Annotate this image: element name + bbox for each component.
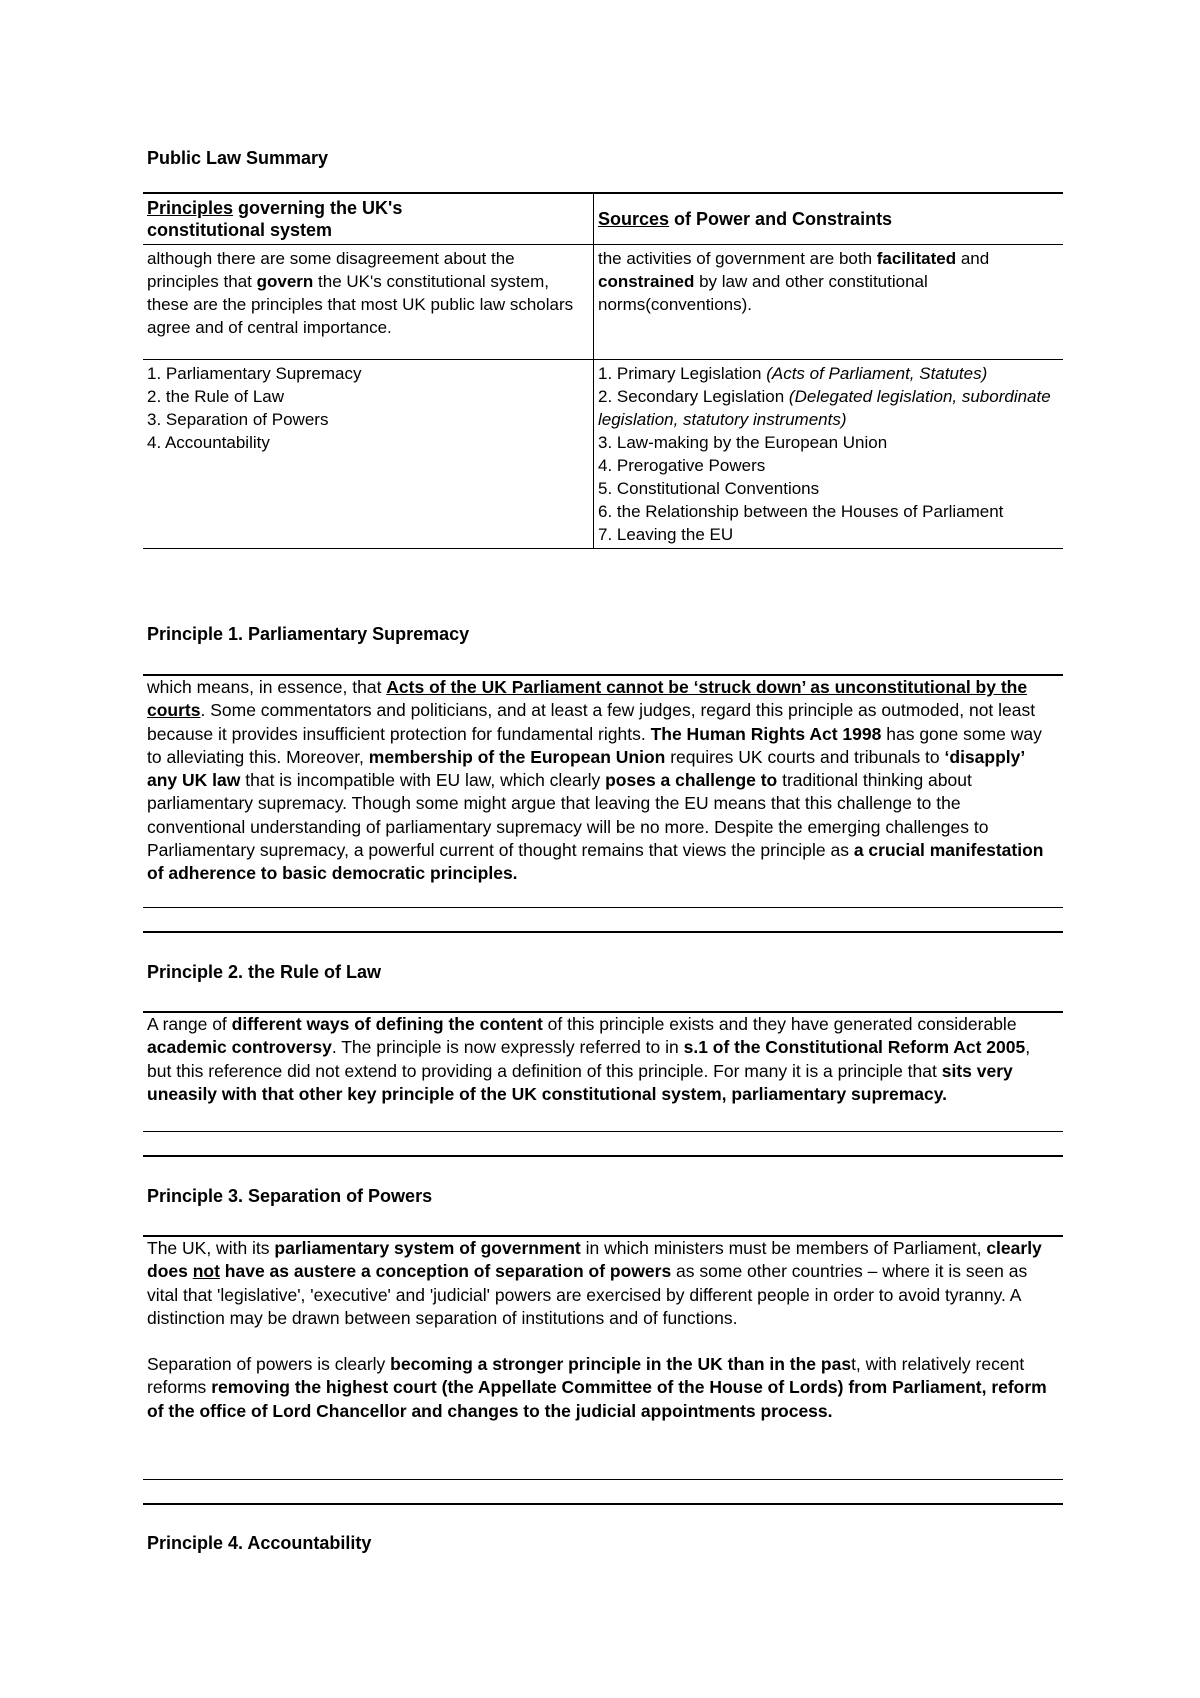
sources-list-item: 4. Prerogative Powers — [598, 456, 766, 475]
emphasis-run: Acts of the UK Parliament cannot be ‘struck down’ as unconstitutional by the courts — [147, 677, 1028, 721]
principles-list-item: 3. Separation of Powers — [147, 410, 329, 429]
sources-intro-text-and: and — [956, 249, 990, 268]
emphasis-run: s.1 of the Constitutional Reform Act 2005 — [683, 1037, 1026, 1058]
text-run: which means, in essence, that — [147, 677, 387, 697]
principles-list-item: 4. Accountability — [147, 433, 270, 452]
text-run: . Some commentators and politicians, and at least a few judges, regard this principle as outmoded, not least because it provides insufficient protection for fundamental rights. — [147, 700, 1036, 744]
sources-column-header — [594, 193, 1064, 245]
principle3-separator-rule — [143, 1503, 1063, 1505]
sources-list-item: 6. the Relationship between the Houses of Parliament — [598, 502, 1004, 521]
principle4-heading: Principle 4. Accountability — [147, 1533, 372, 1553]
principle2-bottom-rule — [143, 1131, 1063, 1132]
principle1-box — [143, 674, 1063, 886]
sources-intro-bold-constrained: constrained — [598, 272, 695, 291]
principles-intro-text: although there are some disagreement about the principles that — [147, 249, 515, 291]
emphasis-run: a crucial manifestation of adherence to basic democratic principles. — [147, 840, 1044, 884]
text-run: , but this reference did not extend to providing a definition of this principle. For many it is a principle that — [147, 1037, 1031, 1081]
sources-item-note: (Acts of Parliament, Statutes) — [766, 364, 988, 383]
sources-list-cell — [594, 360, 1064, 549]
sources-intro-bold-facilitated: facilitated — [876, 249, 957, 268]
principles-list-cell — [143, 360, 594, 549]
sources-list — [598, 362, 1059, 546]
text-run: has gone some way to alleviating this. Moreover, — [147, 723, 1042, 767]
text-run: . The principle is now expressly referred to in — [331, 1037, 684, 1058]
principles-intro-cell — [143, 245, 594, 360]
emphasis-run: removing the highest court (the Appellate Committee of the House of Lords) from Parliament, reform of the office of Lord Chancellor and changes to the judicial appointments process. — [147, 1377, 1047, 1421]
sources-intro-cell — [594, 245, 1064, 360]
principle2-paragraph — [147, 1013, 1059, 1106]
text-run: A range of — [147, 1014, 232, 1034]
principle1-heading: Principle 1. Parliamentary Supremacy — [147, 624, 470, 644]
principle1-separator-rule — [143, 931, 1063, 933]
sources-header-underlined: Sources — [598, 209, 670, 229]
sources-item-note: (Delegated legislation, subordinate legislation, statutory instruments) — [598, 387, 1051, 429]
text-run: requires UK courts and tribunals to — [665, 746, 945, 767]
emphasis-run: becoming a stronger principle in the UK than in the pas — [390, 1354, 852, 1375]
principle1-bottom-rule — [143, 907, 1063, 908]
principle3-paragraph-1 — [147, 1237, 1059, 1330]
principle3-paragraph-2 — [147, 1353, 1059, 1423]
emphasis-run: different ways of defining the content — [231, 1014, 543, 1034]
sources-list-item: 3. Law-making by the European Union — [598, 433, 888, 452]
text-run: in which ministers must be members of Parliament, — [580, 1238, 987, 1258]
emphasis-run: parliamentary system of government — [274, 1238, 581, 1258]
text-run: as some other countries – where it is seen as vital that 'legislative', 'executive' and 'judicial' powers are exercised by different people in order to avoid tyranny. A distinction may be drawn between separation of institutions and of functions. — [147, 1261, 1028, 1328]
principles-list-item: 2. the Rule of Law — [147, 387, 285, 406]
emphasis-run: ‘disapply’ any UK law — [147, 746, 1025, 791]
principles-column-header — [143, 193, 594, 245]
sources-list-item: 5. Constitutional Conventions — [598, 479, 820, 498]
emphasis-run: sits very uneasily with that other key principle of the UK constitutional system, parliamentary supremacy. — [147, 1060, 1013, 1104]
principles-intro-bold: govern — [256, 272, 314, 291]
summary-table-lists-row — [143, 360, 1063, 549]
text-run: traditional thinking about parliamentary supremacy. Though some might argue that leaving the EU means that this challenge to the conventional understanding of parliamentary supremacy will be no more. Despite the emerging challenges to Parliamentary supremacy, a powerful current of thought remains that views the principle as — [147, 770, 989, 861]
text-run: of this principle exists and they have generated considerable — [542, 1014, 1017, 1034]
emphasis-run: have as austere a conception of separation of powers — [219, 1261, 672, 1282]
principles-header-underlined: Principles — [147, 198, 234, 218]
text-run: Separation of powers is clearly — [147, 1354, 391, 1375]
sources-item-text: 2. Secondary Legislation — [598, 387, 789, 406]
summary-table — [143, 192, 1063, 549]
text-run: t, with relatively recent reforms — [147, 1354, 1025, 1398]
principles-header-rest-line2: constitutional system — [147, 220, 333, 240]
sources-header-rest: of Power and Constraints — [669, 209, 893, 229]
text-run: that is incompatible with EU law, which clearly — [240, 770, 606, 791]
summary-table-intro-row — [143, 245, 1063, 360]
sources-intro-text-end: by law and other constitutional norms(conventions). — [598, 272, 928, 314]
sources-list-item: 7. Leaving the EU — [598, 525, 734, 544]
principle2-box — [143, 1011, 1063, 1106]
emphasis-run: membership of the European Union — [368, 746, 666, 767]
principles-list — [147, 362, 589, 454]
principles-intro-text-end: the UK's constitutional system, these are the principles that most UK public law scholars agree and of central importance. — [147, 272, 574, 337]
emphasis-run: poses a challenge to — [605, 770, 778, 791]
text-run: The UK, with its — [147, 1238, 275, 1258]
emphasis-run: clearly does — [147, 1238, 1042, 1282]
principle3-bottom-rule — [143, 1479, 1063, 1480]
sources-intro-text: the activities of government are both — [598, 249, 877, 268]
principles-header-rest: governing the UK's — [233, 198, 403, 218]
principles-list-item: 1. Parliamentary Supremacy — [147, 364, 362, 383]
summary-table-header-row — [143, 193, 1063, 245]
emphasis-run: academic controversy — [147, 1037, 332, 1058]
principle1-paragraph — [147, 676, 1059, 886]
emphasis-run: The Human Rights Act 1998 — [650, 723, 882, 744]
sources-list-item — [598, 362, 1059, 385]
principle2-heading: Principle 2. the Rule of Law — [147, 962, 382, 982]
sources-list-item — [598, 385, 1059, 431]
principle2-separator-rule — [143, 1155, 1063, 1157]
principle3-box — [143, 1235, 1063, 1423]
emphasis-run: not — [192, 1261, 220, 1282]
sources-item-text: 1. Primary Legislation — [598, 364, 767, 383]
document-title: Public Law Summary — [147, 148, 329, 168]
principle3-heading: Principle 3. Separation of Powers — [147, 1186, 433, 1206]
